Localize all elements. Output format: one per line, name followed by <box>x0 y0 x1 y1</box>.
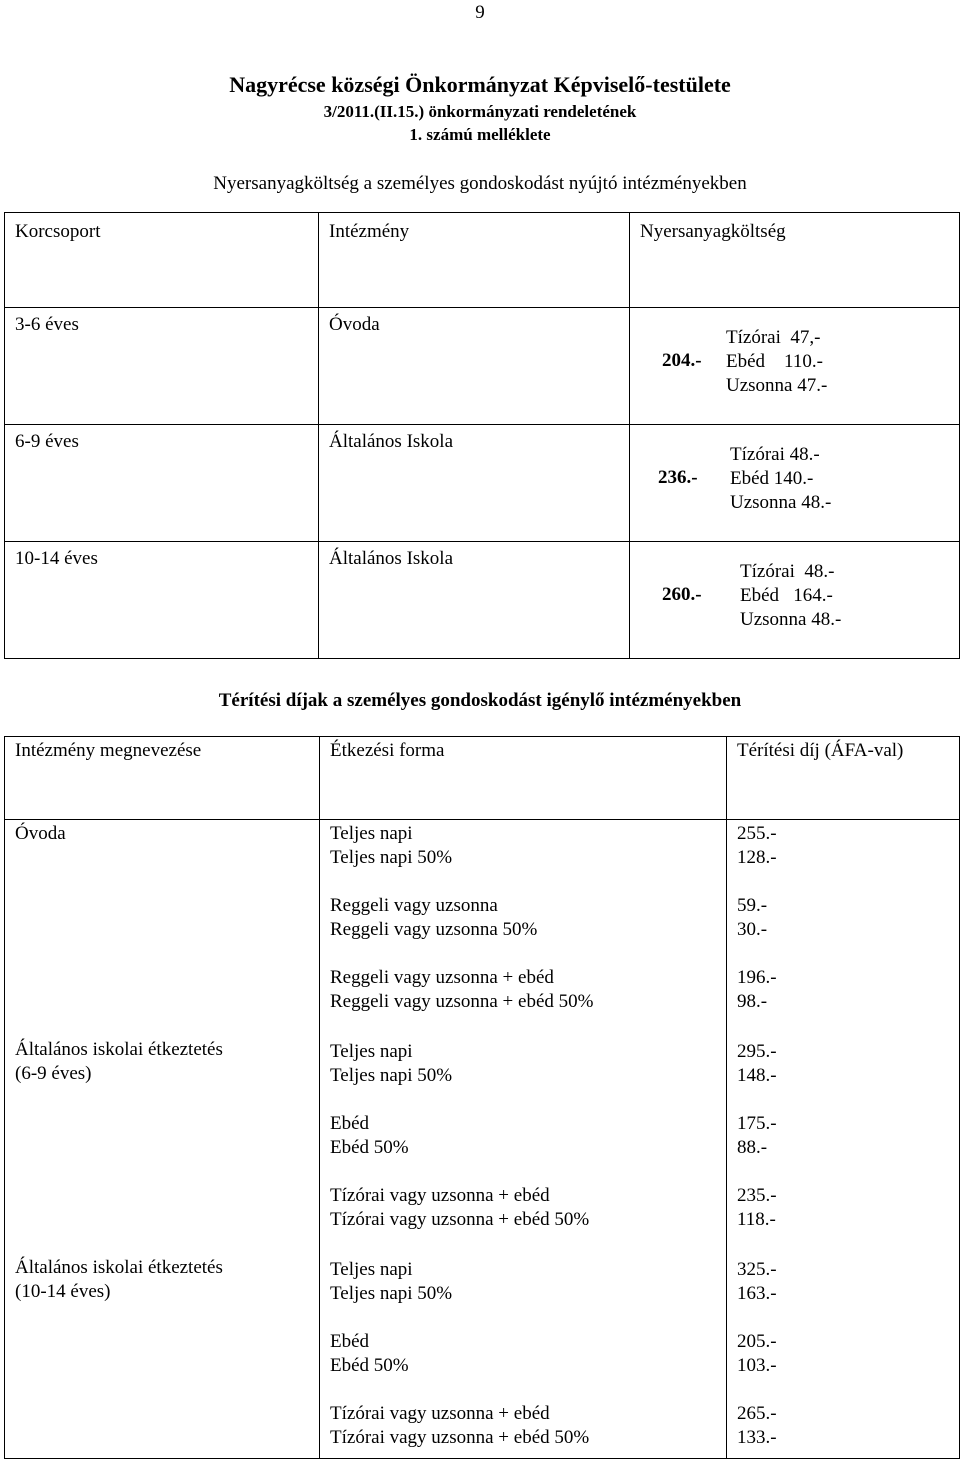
fee-value: 30.- <box>737 919 768 940</box>
age-group: 6-9 éves <box>5 425 319 542</box>
cost-cell <box>630 425 960 542</box>
document-subtitle: 3/2011.(II.15.) önkormányzati rendeletének <box>323 102 637 121</box>
fee-value: 255.- <box>737 823 777 844</box>
fee-value: 205.- <box>737 1331 777 1352</box>
document-annex-label: 1. számú melléklete <box>409 125 551 144</box>
header-raw-material-cost: Nyersanyagköltség <box>630 213 960 308</box>
institution-name: Általános iskolai étkeztetés <box>15 1257 223 1278</box>
page-number: 9 <box>475 2 485 23</box>
cost-table <box>4 212 960 659</box>
meal-form: Teljes napi 50% <box>330 847 453 868</box>
cost-row <box>5 542 960 659</box>
meal-form-column <box>320 820 727 1459</box>
institution-age-range: (6-9 éves) <box>15 1063 92 1084</box>
meal-form: Teljes napi 50% <box>330 1283 453 1304</box>
meal-form: Ebéd <box>330 1331 370 1352</box>
fee-value: 235.- <box>737 1185 777 1206</box>
cost-total: 236.- <box>658 467 698 488</box>
fee-section-heading: Térítési díjak a személyes gondoskodást igénylő intézményekben <box>218 690 742 711</box>
fee-value: 59.- <box>737 895 768 916</box>
header-institution-name: Intézmény megnevezése <box>5 737 320 820</box>
meal-form: Reggeli vagy uzsonna + ebéd 50% <box>330 991 594 1012</box>
institution: Óvoda <box>319 308 630 425</box>
fee-table <box>4 736 960 1459</box>
cost-row <box>5 425 960 542</box>
fee-value: 163.- <box>737 1283 777 1304</box>
fee-value: 175.- <box>737 1113 777 1134</box>
meal-form: Teljes napi 50% <box>330 1065 453 1086</box>
cost-item: Tízórai 48.- <box>730 444 820 465</box>
fee-value: 98.- <box>737 991 768 1012</box>
header-age-group: Korcsoport <box>5 213 319 308</box>
meal-form: Teljes napi <box>330 1041 413 1062</box>
fee-column <box>727 820 960 1459</box>
cost-item: Ebéd 140.- <box>730 468 814 489</box>
meal-form: Ebéd 50% <box>330 1355 409 1376</box>
fee-value: 128.- <box>737 847 777 868</box>
institution: Általános Iskola <box>319 425 630 542</box>
cost-item: Tízórai 47,- <box>726 327 821 348</box>
cost-item: Uzsonna 47.- <box>726 375 828 396</box>
meal-form: Reggeli vagy uzsonna <box>330 895 498 916</box>
header-institution: Intézmény <box>319 213 630 308</box>
institution-name: Általános iskolai étkeztetés <box>15 1039 223 1060</box>
age-group: 3-6 éves <box>5 308 319 425</box>
meal-form: Reggeli vagy uzsonna + ebéd <box>330 967 554 988</box>
meal-form: Teljes napi <box>330 1259 413 1280</box>
meal-form: Teljes napi <box>330 823 413 844</box>
fee-value: 196.- <box>737 967 777 988</box>
meal-form: Ebéd 50% <box>330 1137 409 1158</box>
fee-value: 103.- <box>737 1355 777 1376</box>
cost-total: 204.- <box>662 350 702 371</box>
fee-value: 88.- <box>737 1137 768 1158</box>
cost-item: Tízórai 48.- <box>740 561 835 582</box>
cost-row <box>5 308 960 425</box>
fee-value: 133.- <box>737 1427 777 1448</box>
institution-column <box>5 820 320 1459</box>
fee-value: 265.- <box>737 1403 777 1424</box>
cost-cell <box>630 308 960 425</box>
cost-item: Ebéd 164.- <box>740 585 833 606</box>
fee-value: 148.- <box>737 1065 777 1086</box>
header-fee: Térítési díj (ÁFA-val) <box>727 737 960 820</box>
fee-table-body <box>5 820 960 1459</box>
cost-item: Ebéd 110.- <box>726 351 823 372</box>
cost-cell <box>630 542 960 659</box>
meal-form: Tízórai vagy uzsonna + ebéd <box>330 1185 550 1206</box>
age-group: 10-14 éves <box>5 542 319 659</box>
fee-value: 295.- <box>737 1041 777 1062</box>
meal-form: Tízórai vagy uzsonna + ebéd 50% <box>330 1209 590 1230</box>
fee-value: 118.- <box>737 1209 776 1230</box>
fee-table-header <box>5 737 960 820</box>
meal-form: Tízórai vagy uzsonna + ebéd <box>330 1403 550 1424</box>
meal-form: Reggeli vagy uzsonna 50% <box>330 919 538 940</box>
cost-section-heading: Nyersanyagköltség a személyes gondoskodást nyújtó intézményekben <box>213 173 747 194</box>
cost-item: Uzsonna 48.- <box>730 492 832 513</box>
cost-item: Uzsonna 48.- <box>740 609 842 630</box>
document-title: Nagyrécse községi Önkormányzat Képviselő-testülete <box>229 72 731 97</box>
cost-total: 260.- <box>662 584 702 605</box>
fee-value: 325.- <box>737 1259 777 1280</box>
institution-name: Óvoda <box>15 823 66 844</box>
meal-form: Ebéd <box>330 1113 370 1134</box>
cost-table-header <box>5 213 960 308</box>
institution-age-range: (10-14 éves) <box>15 1281 111 1302</box>
meal-form: Tízórai vagy uzsonna + ebéd 50% <box>330 1427 590 1448</box>
institution: Általános Iskola <box>319 542 630 659</box>
header-meal-form: Étkezési forma <box>320 737 727 820</box>
